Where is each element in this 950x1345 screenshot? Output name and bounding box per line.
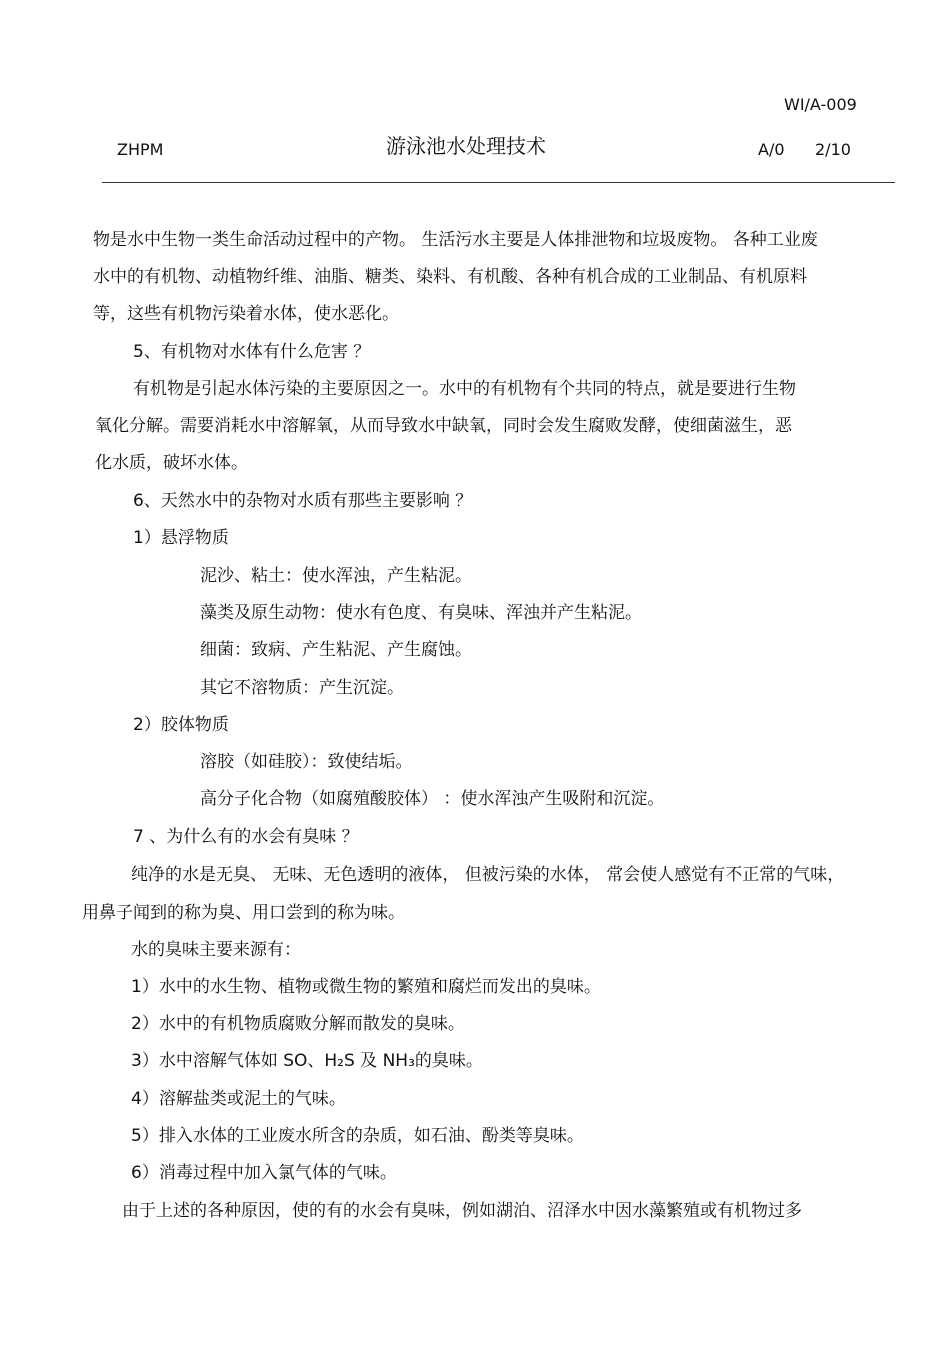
list-item: 3）水中溶解气体如 SO、H₂S 及 NH₃的臭味。 [131,1051,483,1071]
list-subitem: 泥沙、粘土：使水浑浊，产生粘泥。 [200,566,472,586]
list-subitem: 高分子化合物（如腐殖酸胶体） ：使水浑浊产生吸附和沉淀。 [200,789,665,809]
list-item: 6）消毒过程中加入氯气体的气味。 [131,1163,397,1183]
section-heading: 7 、为什么有的水会有臭味 ？ [133,827,359,847]
company-code: ZHPM [117,140,164,159]
body-line: 化水质，破坏水体。 [95,453,248,473]
body-line: 物是水中生物一类生命活动过程中的产物。 生活污水主要是人体排泄物和垃圾废物。 各种工业废 [93,230,818,250]
body-line: 等，这些有机物污染着水体，使水恶化。 [93,304,399,324]
list-item: 4）溶解盐类或泥土的气味。 [131,1089,346,1109]
section-heading: 6、天然水中的杂物对水质有那些主要影响 ？ [133,491,473,511]
body-line: 由于上述的各种原因，使的有的水会有臭味，例如湖泊、沼泽水中因水藻繁殖或有机物过多 [122,1201,802,1221]
body-line: 纯净的水是无臭、 无味、无色透明的液体， 但被污染的水体， 常会使人感觉有不正常的气味， [131,865,845,885]
section-heading: 5、有机物对水体有什么危害 ？ [133,342,371,362]
body-line: 有机物是引起水体污染的主要原因之一。水中的有机物有个共同的特点，就是要进行生物 [133,379,796,399]
list-item: 5）排入水体的工业废水所含的杂质，如石油、酚类等臭味。 [131,1126,584,1146]
document-title: 游泳池水处理技术 [386,134,546,158]
list-item: 1）悬浮物质 [133,528,229,548]
list-item: 2）水中的有机物质腐败分解而散发的臭味。 [131,1014,465,1034]
doc-number: WI/A-009 [784,95,857,114]
body-line: 水中的有机物、动植物纤维、油脂、糖类、染料、有机酸、各种有机合成的工业制品、有机原料 [93,267,807,287]
body-line: 氧化分解。需要消耗水中溶解氧，从而导致水中缺氧，同时会发生腐败发酵，使细菌滋生，恶 [95,416,792,436]
list-subitem: 其它不溶物质：产生沉淀。 [200,678,404,698]
header-divider [102,182,895,183]
list-item: 2）胶体物质 [133,715,229,735]
revision: A/0 [758,140,785,159]
list-subitem: 细菌：致病、产生粘泥、产生腐蚀。 [200,640,472,660]
list-item: 1）水中的水生物、植物或微生物的繁殖和腐烂而发出的臭味。 [131,977,601,997]
list-subitem: 溶胶（如硅胶）：致使结垢。 [200,752,413,772]
body-line: 用鼻子闻到的称为臭、用口尝到的称为味。 [82,903,405,923]
list-subitem: 藻类及原生动物：使水有色度、有臭味、浑浊并产生粘泥。 [200,603,642,623]
body-line: 水的臭味主要来源有： [131,940,301,960]
page-number: 2/10 [815,140,851,159]
